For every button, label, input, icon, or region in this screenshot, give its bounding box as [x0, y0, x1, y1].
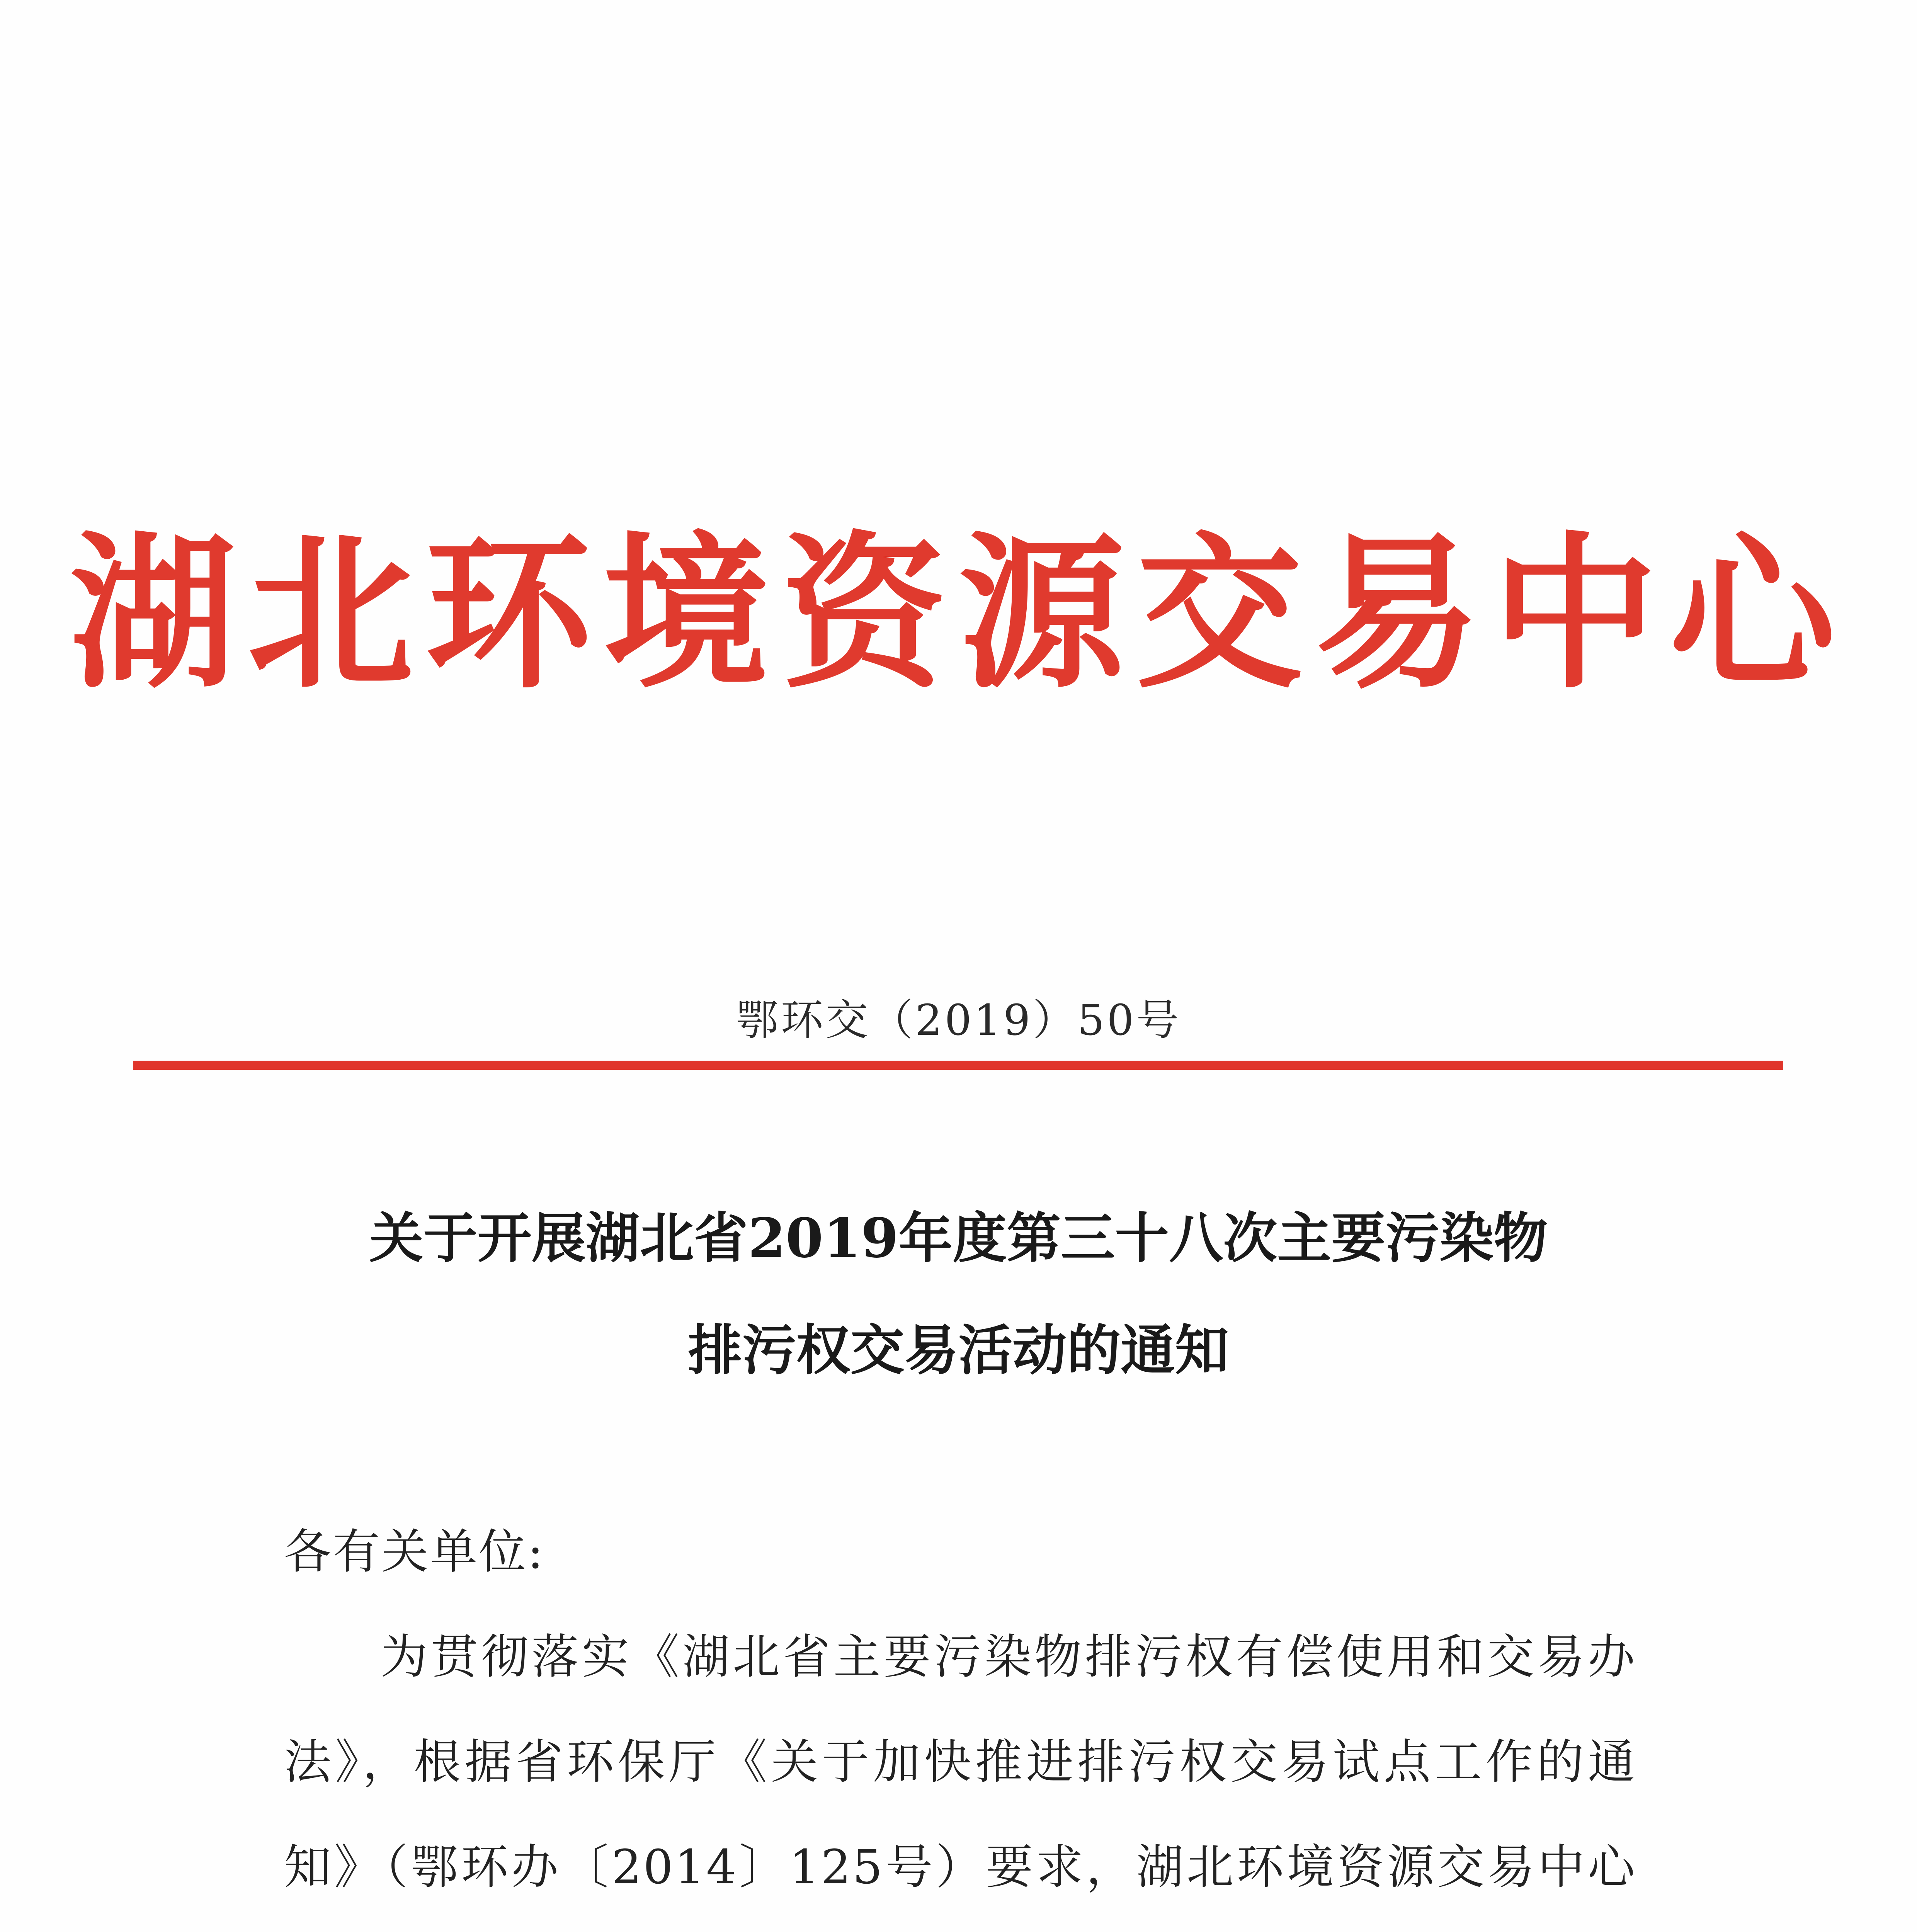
- red-divider-line: [133, 1061, 1783, 1070]
- document-body: [284, 1499, 1636, 1932]
- document-number: 鄂环交（2019）50号: [736, 995, 1181, 1045]
- document-title: [0, 1182, 1917, 1406]
- title-line-2: 排污权交易活动的通知: [688, 1319, 1229, 1382]
- title-line-1: 关于开展湖北省2019年度第三十八次主要污染物: [369, 1207, 1548, 1270]
- organization-masthead: 湖北环境资源交易中心: [70, 518, 1847, 711]
- intro-paragraph: 为贯彻落实《湖北省主要污染物排污权有偿使用和交易办法》，根据省环保厅《关于加快推进排污权交易试点工作的通知》（鄂环办〔2014〕125号）要求，湖北环境资源交易中心: [284, 1629, 1636, 1895]
- salutation: 各有关单位:: [284, 1524, 545, 1579]
